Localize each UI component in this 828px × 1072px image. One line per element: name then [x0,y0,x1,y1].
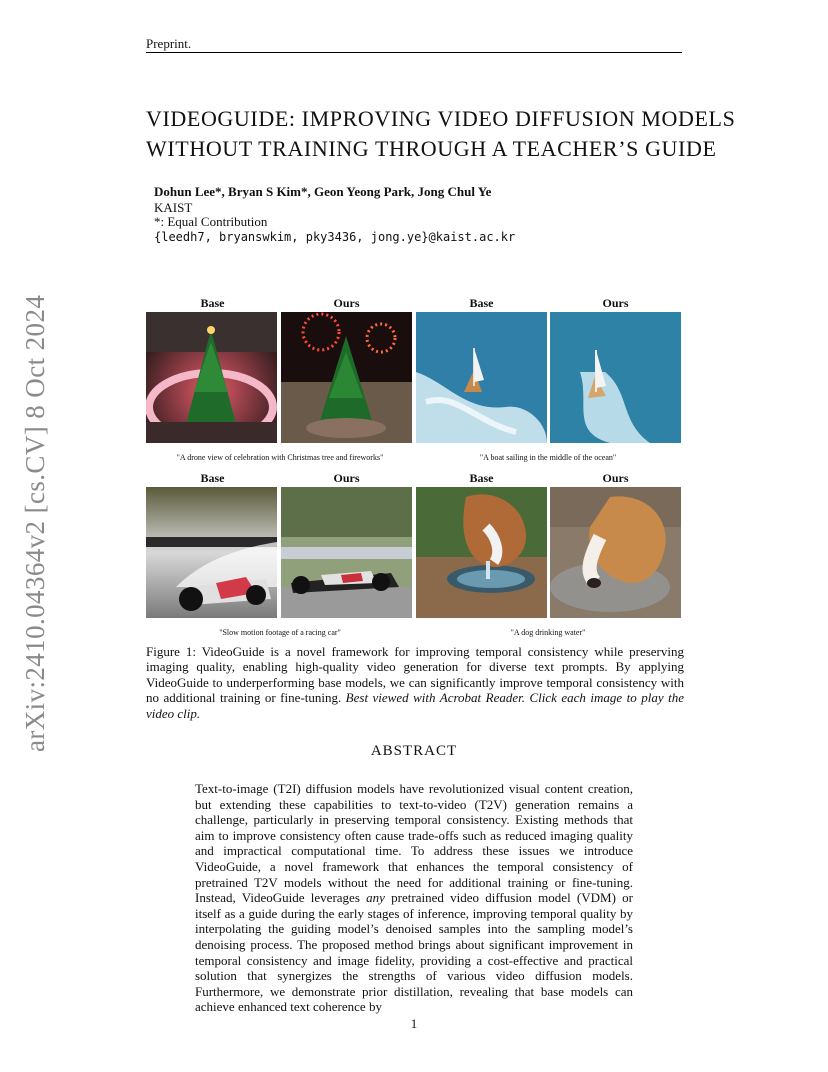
figure-caption-italic: Best viewed with Acrobat Reader. Click each image to play the video clip. [146,690,684,721]
video-thumb-boat-ours[interactable] [550,312,681,443]
prompt-caption: "A drone view of celebration with Christmas tree and fireworks" [176,453,384,462]
column-header-base: Base [469,471,494,485]
page-number: 1 [410,1016,418,1031]
equal-contribution-note: *: Equal Contribution [154,214,268,229]
running-head: Preprint. [146,36,192,51]
column-header-ours: Ours [333,471,360,485]
paper-title [146,104,736,164]
prompt-caption: "A boat sailing in the middle of the ocean" [479,453,617,462]
column-header-base: Base [200,471,225,485]
abstract-body [195,781,633,1015]
column-header-ours: Ours [602,296,629,310]
video-thumb-dog-ours[interactable] [550,487,681,618]
column-header-base: Base [200,296,225,310]
header-rule [146,52,682,53]
affiliation: KAIST [154,200,193,215]
arxiv-stamp [20,292,64,752]
video-thumb-racecar-base[interactable] [146,487,277,618]
author-emails: {leedh7, bryanswkim, pky3436, jong.ye}@kaist.ac.kr [154,230,516,244]
column-header-base: Base [469,296,494,310]
video-thumb-boat-base[interactable] [416,312,547,443]
prompt-caption: "A dog drinking water" [510,628,586,637]
video-thumb-racecar-ours[interactable] [281,487,412,618]
column-header-ours: Ours [333,296,360,310]
prompt-caption: "Slow motion footage of a racing car" [219,628,341,637]
title-line-2: WITHOUT TRAINING THROUGH A TEACHER’S GUIDE [146,136,717,161]
abstract-text-part-1: Text-to-image (T2I) diffusion models have revolutionized visual content creation, but extending these capabilities to text-to-video (T2V) generation remains a challenge, particularly in preserving temporal consistency. Existing methods that aim to improve consistency often cause trade-offs such as reduced imaging quality and impractical computational time. To address these issues we introduce VideoGuide, a novel framework that enhances the temporal consistency of pretrained T2V models without the need for additional training or fine-tuning. Instead, VideoGuide leverages [195,781,633,906]
column-header-ours: Ours [602,471,629,485]
author-list: Dohun Lee*, Bryan S Kim*, Geon Yeong Park, Jong Chul Ye [154,184,492,199]
figure-caption [146,644,684,721]
abstract-text-part-2: pretrained video diffusion model (VDM) or itself as a guide during the early stages of inference, improving temporal quality by interpolating the guiding model’s denoised samples into the sampling model’s denoising process. The proposed method brings about significant improvement in temporal consistency and image fidelity, providing a cost-effective and practical solution that synergizes the strengths of various video diffusion models. Furthermore, we demonstrate prior distillation, revealing that base models can achieve enhanced text coherence by [195,890,633,1015]
video-thumb-christmas-base[interactable] [146,312,277,443]
abstract-italic-word: any [366,890,385,906]
abstract-heading: ABSTRACT [370,743,458,759]
arxiv-stamp-text: arXiv:2410.04364v2 [cs.CV] 8 Oct 2024 [20,294,50,752]
figure-caption-text: Figure 1: VideoGuide is a novel framework for improving temporal consistency while preserving imaging quality, enabling high-quality video generation for diverse text prompts. By applying VideoGuide to underperforming base models, we can significantly improve temporal consistency with no additional training or fine-tuning. [146,644,684,706]
video-thumb-dog-base[interactable] [416,487,547,618]
title-line-1: VIDEOGUIDE: IMPROVING VIDEO DIFFUSION MODELS [146,106,736,131]
video-thumb-christmas-ours[interactable] [281,312,412,443]
